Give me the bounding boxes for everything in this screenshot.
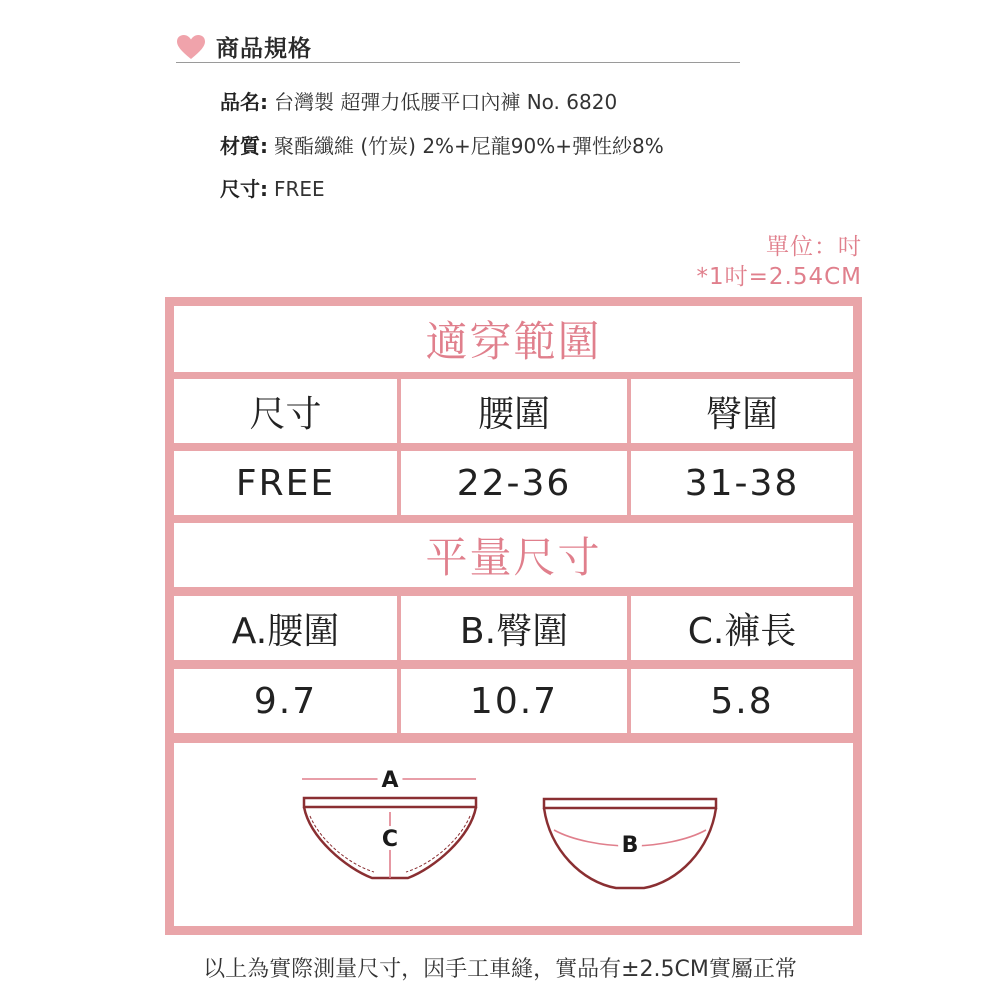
spec-size-key: 尺寸: [220,177,268,201]
fit-value-size: FREE [174,451,397,515]
heart-icon [176,34,206,60]
flat-header-waist: A.腰圍 [174,596,397,660]
briefs-front-diagram [290,760,490,890]
flat-header-length: C.褲長 [631,596,853,660]
label-c: C [381,827,399,852]
diagram-panel [174,743,853,926]
flat-measure-title: 平量尺寸 [174,523,853,587]
label-b: B [621,833,639,858]
fit-header-size: 尺寸 [174,379,397,443]
flat-header-hip: B.臀圍 [401,596,627,660]
spec-name-row [220,86,617,115]
briefs-back-diagram [532,790,732,900]
spec-material-row [220,130,664,159]
fit-value-waist: 22-36 [401,451,627,515]
spec-size-value: FREE [274,177,325,201]
flat-value-waist: 9.7 [174,669,397,733]
unit-label: 單位：吋 [766,234,862,260]
fit-value-hip: 31-38 [631,451,853,515]
spec-name-key: 品名: [220,90,268,114]
unit-conversion: *1吋=2.54CM [696,264,862,290]
flat-value-hip: 10.7 [401,669,627,733]
section-heading [176,30,740,63]
fit-header-hip: 臀圍 [631,379,853,443]
flat-value-length: 5.8 [631,669,853,733]
spec-size-row [220,173,325,202]
spec-material-key: 材質: [220,134,268,158]
spec-material-value: 聚酯纖維 (竹炭) 2%+尼龍90%+彈性紗8% [274,134,664,158]
label-a: A [381,768,399,793]
fit-header-waist: 腰圍 [401,379,627,443]
fit-range-title: 適穿範圍 [174,306,853,372]
size-table [165,297,862,935]
section-title: 商品規格 [216,36,312,62]
footer-note: 以上為實際測量尺寸，因手工車縫，實品有±2.5CM實屬正常 [203,957,797,982]
spec-name-value: 台灣製 超彈力低腰平口內褲 No. 6820 [274,90,618,114]
